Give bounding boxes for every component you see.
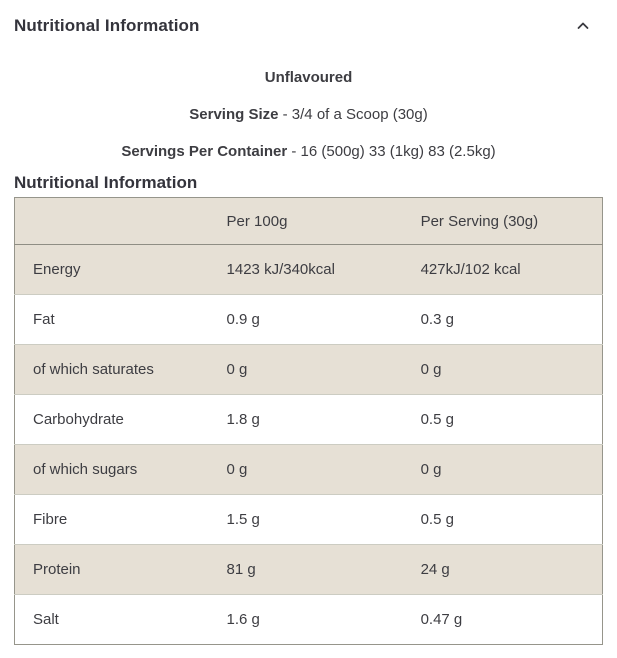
flavour-label: Unflavoured: [264, 69, 353, 86]
table-row-sugars: [15, 445, 603, 495]
column-header-per-serving: Per Serving (30g): [403, 198, 603, 245]
row-label: of which sugars: [33, 461, 138, 478]
row-per-100g: 81 g: [226, 561, 256, 578]
row-label: of which saturates: [33, 361, 154, 378]
row-label: Fibre: [33, 511, 68, 528]
table-section-heading: Nutritional Information: [14, 173, 198, 192]
row-per-serving: 427kJ/102 kcal: [420, 261, 521, 278]
row-per-serving: 0.5 g: [420, 411, 454, 428]
table-row-fat: [15, 295, 603, 345]
servings-per-container-value: - 16 (500g) 33 (1kg) 83 (2.5kg): [287, 143, 496, 160]
table-row-protein: [15, 545, 603, 595]
row-per-100g: 0 g: [226, 361, 248, 378]
serving-size-label: Serving Size: [189, 106, 279, 123]
column-header-blank: [15, 198, 209, 245]
row-per-100g: 0.9 g: [226, 311, 260, 328]
row-per-serving: 0.3 g: [420, 311, 454, 328]
row-label: Carbohydrate: [33, 411, 124, 428]
nutrition-table: [14, 197, 603, 645]
row-label: Salt: [33, 611, 59, 628]
row-per-100g: 1.8 g: [226, 411, 260, 428]
row-per-serving: 0.5 g: [420, 511, 454, 528]
row-per-serving: 0 g: [420, 361, 442, 378]
row-label: Energy: [33, 261, 81, 278]
column-header-per-100g: Per 100g: [209, 198, 403, 245]
table-row-carbohydrate: [15, 395, 603, 445]
row-per-serving: 0.47 g: [420, 611, 463, 628]
row-label: Fat: [33, 311, 55, 328]
chevron-up-icon[interactable]: [577, 22, 589, 30]
servings-per-container-label: Servings Per Container: [121, 143, 288, 160]
row-per-100g: 1423 kJ/340kcal: [226, 261, 335, 278]
serving-size-value: - 3/4 of a Scoop (30g): [278, 106, 428, 123]
table-row-fibre: [15, 495, 603, 545]
table-row-energy: [15, 245, 603, 295]
table-row-salt: [15, 595, 603, 645]
accordion-header-nutritional-information[interactable]: [0, 0, 617, 50]
row-per-serving: 0 g: [420, 461, 442, 478]
accordion-title: Nutritional Information: [14, 16, 200, 35]
row-per-100g: 0 g: [226, 461, 248, 478]
row-per-100g: 1.6 g: [226, 611, 260, 628]
serving-info-block: [0, 68, 617, 162]
servings-per-container-line: [0, 142, 617, 162]
serving-size-line: [0, 105, 617, 125]
row-per-serving: 24 g: [420, 561, 450, 578]
row-label: Protein: [33, 561, 81, 578]
nutrition-table-header-row: [15, 198, 603, 245]
row-per-100g: 1.5 g: [226, 511, 260, 528]
table-row-saturates: [15, 345, 603, 395]
